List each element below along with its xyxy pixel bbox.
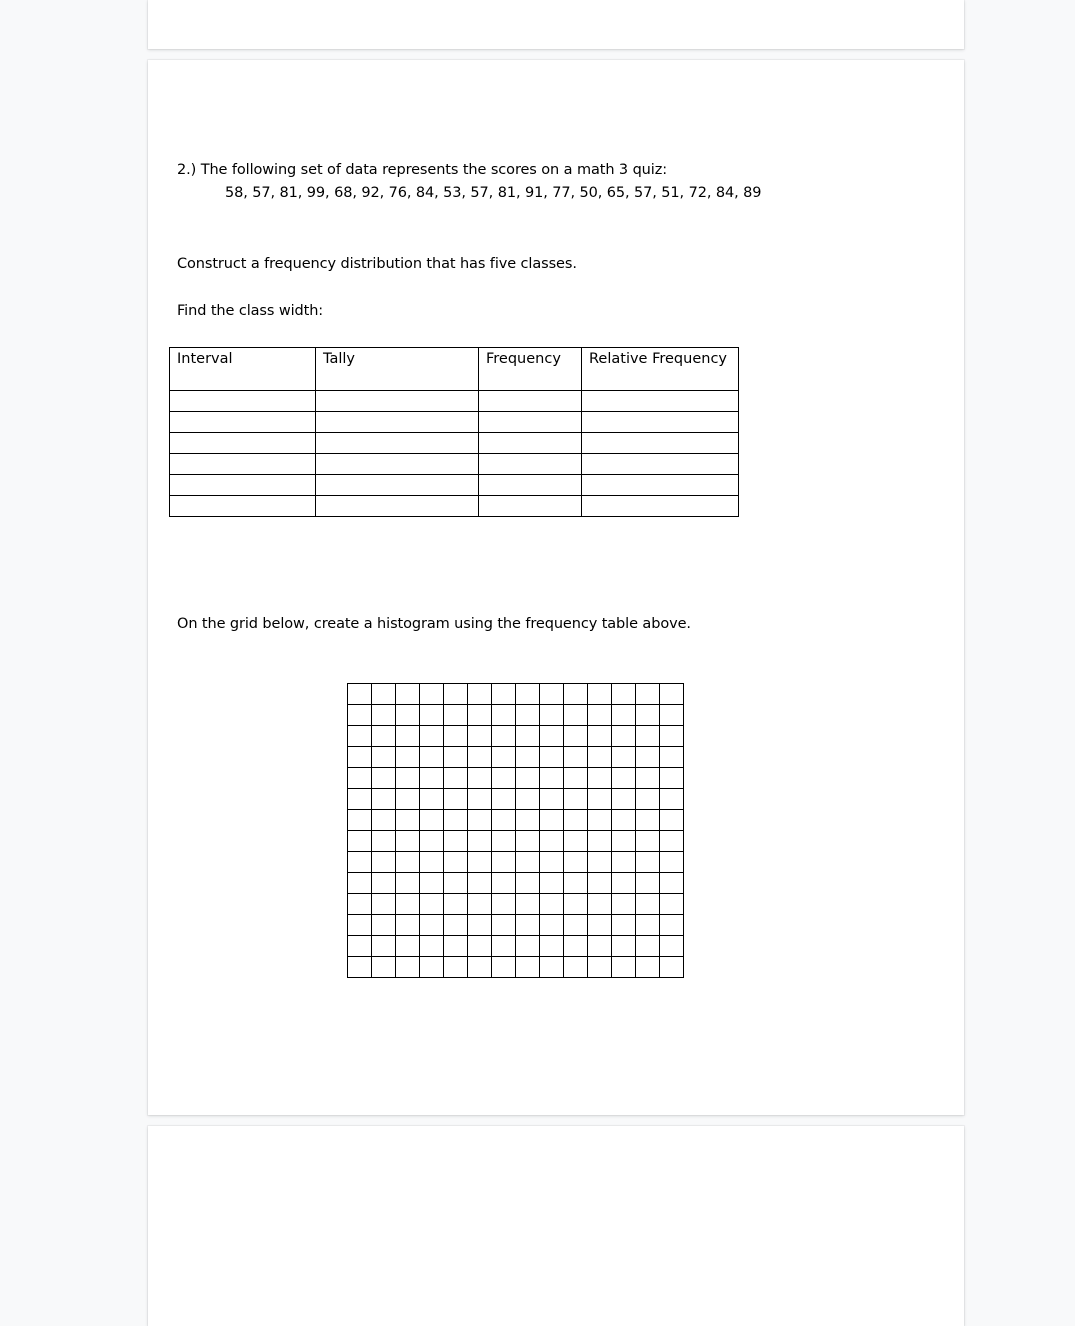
grid-cell bbox=[612, 726, 636, 747]
grid-cell bbox=[420, 705, 444, 726]
grid-row bbox=[348, 831, 684, 852]
grid-cell bbox=[468, 936, 492, 957]
grid-cell bbox=[660, 831, 684, 852]
grid-cell bbox=[588, 726, 612, 747]
grid-cell bbox=[396, 789, 420, 810]
table-cell bbox=[479, 391, 582, 412]
grid-row bbox=[348, 789, 684, 810]
grid-cell bbox=[492, 873, 516, 894]
table-row bbox=[170, 412, 739, 433]
grid-cell bbox=[444, 747, 468, 768]
grid-cell bbox=[540, 915, 564, 936]
grid-cell bbox=[372, 957, 396, 978]
grid-cell bbox=[588, 852, 612, 873]
grid-row bbox=[348, 810, 684, 831]
grid-cell bbox=[660, 852, 684, 873]
grid-cell bbox=[396, 768, 420, 789]
grid-cell bbox=[396, 852, 420, 873]
grid-cell bbox=[540, 831, 564, 852]
grid-cell bbox=[516, 768, 540, 789]
grid-cell bbox=[348, 894, 372, 915]
table-cell bbox=[170, 433, 316, 454]
question-text: 2.) The following set of data represents the scores on a math 3 quiz: bbox=[177, 162, 667, 178]
header-frequency: Frequency bbox=[479, 348, 582, 391]
grid-cell bbox=[636, 768, 660, 789]
grid-cell bbox=[492, 936, 516, 957]
grid-cell bbox=[636, 936, 660, 957]
grid-cell bbox=[540, 726, 564, 747]
grid-cell bbox=[612, 747, 636, 768]
table-cell bbox=[170, 454, 316, 475]
grid-cell bbox=[468, 852, 492, 873]
grid-cell bbox=[660, 915, 684, 936]
grid-cell bbox=[540, 768, 564, 789]
grid-cell bbox=[420, 957, 444, 978]
grid-cell bbox=[588, 747, 612, 768]
grid-row bbox=[348, 726, 684, 747]
grid-cell bbox=[588, 894, 612, 915]
grid-cell bbox=[516, 705, 540, 726]
header-tally: Tally bbox=[316, 348, 479, 391]
grid-cell bbox=[396, 747, 420, 768]
data-values: 58, 57, 81, 99, 68, 92, 76, 84, 53, 57, 81, 91, 77, 50, 65, 57, 51, 72, 84, 89 bbox=[225, 185, 762, 201]
grid-cell bbox=[636, 705, 660, 726]
grid-cell bbox=[348, 726, 372, 747]
grid-cell bbox=[660, 768, 684, 789]
grid-cell bbox=[540, 789, 564, 810]
grid-cell bbox=[444, 810, 468, 831]
grid-cell bbox=[420, 726, 444, 747]
grid-cell bbox=[492, 810, 516, 831]
grid-row bbox=[348, 915, 684, 936]
grid-cell bbox=[564, 726, 588, 747]
grid-cell bbox=[660, 894, 684, 915]
grid-cell bbox=[420, 789, 444, 810]
grid-cell bbox=[420, 684, 444, 705]
table-row bbox=[170, 433, 739, 454]
class-width-prompt: Find the class width: bbox=[177, 303, 324, 319]
grid-cell bbox=[492, 957, 516, 978]
grid-cell bbox=[348, 873, 372, 894]
grid-cell bbox=[612, 705, 636, 726]
grid-cell bbox=[612, 957, 636, 978]
grid-cell bbox=[468, 873, 492, 894]
grid-row bbox=[348, 936, 684, 957]
grid-cell bbox=[444, 915, 468, 936]
grid-cell bbox=[372, 810, 396, 831]
grid-cell bbox=[564, 810, 588, 831]
table-cell bbox=[316, 454, 479, 475]
table-cell bbox=[582, 475, 739, 496]
grid-cell bbox=[444, 768, 468, 789]
grid-cell bbox=[420, 768, 444, 789]
grid-cell bbox=[420, 873, 444, 894]
grid-row bbox=[348, 852, 684, 873]
grid-cell bbox=[564, 915, 588, 936]
grid-cell bbox=[540, 747, 564, 768]
grid-cell bbox=[516, 936, 540, 957]
grid-cell bbox=[420, 915, 444, 936]
grid-cell bbox=[540, 852, 564, 873]
grid-cell bbox=[348, 936, 372, 957]
grid-cell bbox=[540, 705, 564, 726]
grid-cell bbox=[348, 852, 372, 873]
grid-cell bbox=[348, 810, 372, 831]
grid-cell bbox=[492, 684, 516, 705]
grid-row bbox=[348, 873, 684, 894]
grid-cell bbox=[636, 852, 660, 873]
table-row bbox=[170, 475, 739, 496]
header-interval: Interval bbox=[170, 348, 316, 391]
grid-cell bbox=[372, 747, 396, 768]
grid-cell bbox=[516, 726, 540, 747]
table-cell bbox=[582, 454, 739, 475]
grid-cell bbox=[396, 705, 420, 726]
grid-cell bbox=[372, 726, 396, 747]
grid-cell bbox=[444, 852, 468, 873]
grid-cell bbox=[564, 936, 588, 957]
grid-cell bbox=[516, 852, 540, 873]
table-cell bbox=[479, 475, 582, 496]
table-row bbox=[170, 454, 739, 475]
grid-cell bbox=[396, 957, 420, 978]
grid-cell bbox=[564, 894, 588, 915]
grid-cell bbox=[612, 915, 636, 936]
header-relative-frequency: Relative Frequency bbox=[582, 348, 739, 391]
grid-cell bbox=[612, 873, 636, 894]
grid-cell bbox=[348, 684, 372, 705]
grid-cell bbox=[372, 894, 396, 915]
grid-cell bbox=[660, 705, 684, 726]
grid-cell bbox=[612, 894, 636, 915]
grid-cell bbox=[444, 873, 468, 894]
grid-cell bbox=[564, 705, 588, 726]
grid-cell bbox=[516, 957, 540, 978]
table-cell bbox=[582, 391, 739, 412]
grid-cell bbox=[420, 852, 444, 873]
grid-cell bbox=[444, 831, 468, 852]
grid-cell bbox=[396, 726, 420, 747]
grid-cell bbox=[492, 768, 516, 789]
table-cell bbox=[479, 412, 582, 433]
grid-cell bbox=[348, 957, 372, 978]
table-header-row bbox=[170, 348, 739, 391]
grid-cell bbox=[660, 873, 684, 894]
grid-cell bbox=[372, 705, 396, 726]
grid-cell bbox=[564, 684, 588, 705]
grid-cell bbox=[636, 747, 660, 768]
grid-cell bbox=[516, 684, 540, 705]
grid-cell bbox=[588, 915, 612, 936]
grid-cell bbox=[588, 957, 612, 978]
grid-cell bbox=[396, 915, 420, 936]
table-cell bbox=[170, 412, 316, 433]
grid-cell bbox=[372, 768, 396, 789]
grid-cell bbox=[516, 789, 540, 810]
grid-row bbox=[348, 747, 684, 768]
grid-cell bbox=[540, 894, 564, 915]
table-row bbox=[170, 391, 739, 412]
grid-cell bbox=[444, 684, 468, 705]
grid-cell bbox=[372, 936, 396, 957]
grid-cell bbox=[468, 957, 492, 978]
grid-cell bbox=[660, 747, 684, 768]
grid-cell bbox=[468, 894, 492, 915]
grid-cell bbox=[444, 726, 468, 747]
grid-cell bbox=[588, 705, 612, 726]
grid-cell bbox=[612, 789, 636, 810]
grid-cell bbox=[420, 810, 444, 831]
grid-cell bbox=[372, 852, 396, 873]
grid-cell bbox=[348, 768, 372, 789]
grid-cell bbox=[420, 894, 444, 915]
grid-cell bbox=[564, 873, 588, 894]
table-cell bbox=[479, 454, 582, 475]
grid-cell bbox=[516, 747, 540, 768]
grid-cell bbox=[396, 684, 420, 705]
grid-cell bbox=[516, 831, 540, 852]
construct-instruction: Construct a frequency distribution that has five classes. bbox=[177, 256, 577, 272]
histogram-grid bbox=[347, 683, 684, 978]
grid-cell bbox=[564, 852, 588, 873]
table-cell bbox=[582, 412, 739, 433]
grid-cell bbox=[660, 684, 684, 705]
grid-cell bbox=[348, 915, 372, 936]
grid-cell bbox=[660, 789, 684, 810]
grid-cell bbox=[636, 726, 660, 747]
grid-cell bbox=[348, 789, 372, 810]
grid-cell bbox=[492, 894, 516, 915]
grid-cell bbox=[588, 684, 612, 705]
grid-cell bbox=[468, 705, 492, 726]
grid-cell bbox=[420, 831, 444, 852]
grid-cell bbox=[492, 831, 516, 852]
grid-cell bbox=[468, 789, 492, 810]
table-cell bbox=[316, 391, 479, 412]
grid-cell bbox=[492, 747, 516, 768]
grid-cell bbox=[612, 684, 636, 705]
grid-cell bbox=[636, 957, 660, 978]
table-cell bbox=[316, 412, 479, 433]
grid-cell bbox=[516, 894, 540, 915]
grid-cell bbox=[372, 915, 396, 936]
grid-cell bbox=[564, 768, 588, 789]
grid-cell bbox=[468, 768, 492, 789]
grid-cell bbox=[636, 789, 660, 810]
table-cell bbox=[316, 496, 479, 517]
table-cell bbox=[170, 475, 316, 496]
grid-cell bbox=[636, 831, 660, 852]
next-page bbox=[148, 1126, 964, 1326]
grid-cell bbox=[636, 810, 660, 831]
table-cell bbox=[316, 433, 479, 454]
grid-cell bbox=[660, 810, 684, 831]
grid-cell bbox=[540, 873, 564, 894]
table-cell bbox=[316, 475, 479, 496]
histogram-instruction: On the grid below, create a histogram using the frequency table above. bbox=[177, 616, 691, 632]
grid-row bbox=[348, 705, 684, 726]
table-cell bbox=[170, 391, 316, 412]
grid-cell bbox=[612, 768, 636, 789]
grid-cell bbox=[444, 705, 468, 726]
grid-cell bbox=[516, 915, 540, 936]
table-cell bbox=[170, 496, 316, 517]
grid-cell bbox=[396, 810, 420, 831]
grid-cell bbox=[636, 894, 660, 915]
grid-cell bbox=[372, 873, 396, 894]
grid-cell bbox=[660, 726, 684, 747]
previous-page bbox=[148, 0, 964, 49]
table-cell bbox=[479, 496, 582, 517]
grid-cell bbox=[588, 810, 612, 831]
grid-cell bbox=[588, 789, 612, 810]
table-cell bbox=[479, 433, 582, 454]
grid-cell bbox=[468, 810, 492, 831]
grid-cell bbox=[612, 852, 636, 873]
grid-cell bbox=[396, 894, 420, 915]
grid-cell bbox=[348, 705, 372, 726]
grid-cell bbox=[420, 936, 444, 957]
grid-cell bbox=[516, 810, 540, 831]
grid-cell bbox=[612, 810, 636, 831]
grid-cell bbox=[492, 705, 516, 726]
grid-row bbox=[348, 768, 684, 789]
grid-cell bbox=[516, 873, 540, 894]
grid-cell bbox=[588, 831, 612, 852]
grid-cell bbox=[468, 831, 492, 852]
grid-cell bbox=[396, 936, 420, 957]
grid-cell bbox=[420, 747, 444, 768]
grid-row bbox=[348, 894, 684, 915]
frequency-table bbox=[169, 347, 739, 517]
grid-cell bbox=[564, 789, 588, 810]
table-cell bbox=[582, 433, 739, 454]
grid-cell bbox=[468, 684, 492, 705]
grid-cell bbox=[660, 936, 684, 957]
document-page bbox=[148, 60, 964, 1115]
grid-cell bbox=[492, 852, 516, 873]
grid-cell bbox=[468, 726, 492, 747]
grid-cell bbox=[564, 831, 588, 852]
grid-cell bbox=[540, 810, 564, 831]
grid-cell bbox=[540, 684, 564, 705]
grid-cell bbox=[348, 747, 372, 768]
grid-cell bbox=[660, 957, 684, 978]
grid-cell bbox=[492, 726, 516, 747]
grid-cell bbox=[444, 957, 468, 978]
table-row bbox=[170, 496, 739, 517]
grid-cell bbox=[396, 873, 420, 894]
table-cell bbox=[582, 496, 739, 517]
grid-cell bbox=[492, 789, 516, 810]
grid-cell bbox=[372, 789, 396, 810]
grid-cell bbox=[444, 789, 468, 810]
grid-cell bbox=[636, 873, 660, 894]
grid-cell bbox=[468, 915, 492, 936]
grid-cell bbox=[396, 831, 420, 852]
grid-cell bbox=[492, 915, 516, 936]
grid-cell bbox=[372, 831, 396, 852]
grid-cell bbox=[588, 873, 612, 894]
grid-row bbox=[348, 957, 684, 978]
grid-cell bbox=[444, 936, 468, 957]
grid-cell bbox=[636, 915, 660, 936]
grid-cell bbox=[588, 936, 612, 957]
grid-row bbox=[348, 684, 684, 705]
grid-cell bbox=[444, 894, 468, 915]
grid-cell bbox=[468, 747, 492, 768]
grid-cell bbox=[540, 957, 564, 978]
grid-cell bbox=[540, 936, 564, 957]
grid-cell bbox=[612, 831, 636, 852]
grid-cell bbox=[612, 936, 636, 957]
grid-cell bbox=[348, 831, 372, 852]
grid-cell bbox=[372, 684, 396, 705]
grid-cell bbox=[636, 684, 660, 705]
grid-cell bbox=[588, 768, 612, 789]
grid-cell bbox=[564, 747, 588, 768]
grid-cell bbox=[564, 957, 588, 978]
